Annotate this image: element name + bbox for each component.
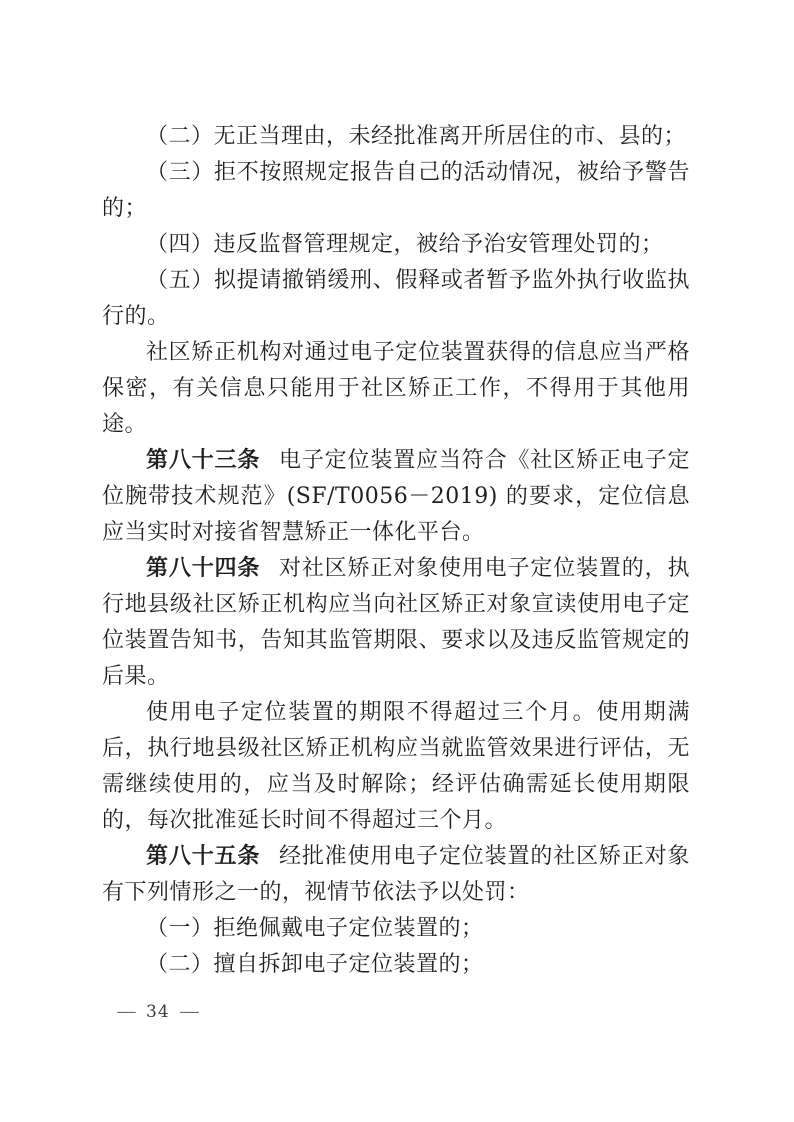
document-text (102, 119, 690, 983)
body-paragraph-confidentiality: 社区矫正机构对通过电子定位装置获得的信息应当严格保密，有关信息只能用于社区矫正工作，不得用于其他用途。 (102, 340, 690, 437)
page-footer (118, 1000, 198, 1024)
clause-item-4: （四）违反监督管理规定，被给予治安管理处罚的； (146, 232, 664, 257)
article-83 (102, 443, 690, 551)
footer-right-dash: — (178, 1002, 200, 1022)
article-85-text: 经批准使用电子定位装置的社区矫正对象有下列情形之一的，视情节依法予以处罚： (102, 844, 690, 905)
clause-item-2b: （二）擅自拆卸电子定位装置的； (146, 952, 484, 977)
article-84 (102, 551, 690, 695)
clause-item-5: （五）拟提请撤销缓刑、假释或者暂予监外执行收监执行的。 (102, 268, 690, 329)
body-paragraph-duration: 使用电子定位装置的期限不得超过三个月。使用期满后，执行地县级社区矫正机构应当就监管效果进行评估，无需继续使用的，应当及时解除；经评估确需延长使用期限的，每次批准延长时间不得超过三个月。 (102, 700, 690, 833)
article-85-number: 第八十五条 (146, 844, 261, 869)
article-83-text: 电子定位装置应当符合《社区矫正电子定位腕带技术规范》(SF/T0056－2019) 的要求，定位信息应当实时对接省智慧矫正一体化平台。 (102, 448, 690, 545)
clause-item-2: （二）无正当理由，未经批准离开所居住的市、县的； (146, 124, 687, 149)
clause-item-1: （一）拒绝佩戴电子定位装置的； (146, 916, 484, 941)
article-85 (102, 839, 690, 911)
article-83-number: 第八十三条 (146, 448, 261, 473)
page-number: 34 (146, 1002, 170, 1022)
article-84-number: 第八十四条 (146, 556, 261, 581)
article-84-text: 对社区矫正对象使用电子定位装置的，执行地县级社区矫正机构应当向社区矫正对象宣读使用电子定位装置告知书，告知其监管期限、要求以及违反监管规定的后果。 (102, 556, 690, 689)
clause-item-3: （三）拒不按照规定报告自己的活动情况，被给予警告的； (102, 160, 690, 221)
footer-left-dash: — (116, 1002, 137, 1022)
